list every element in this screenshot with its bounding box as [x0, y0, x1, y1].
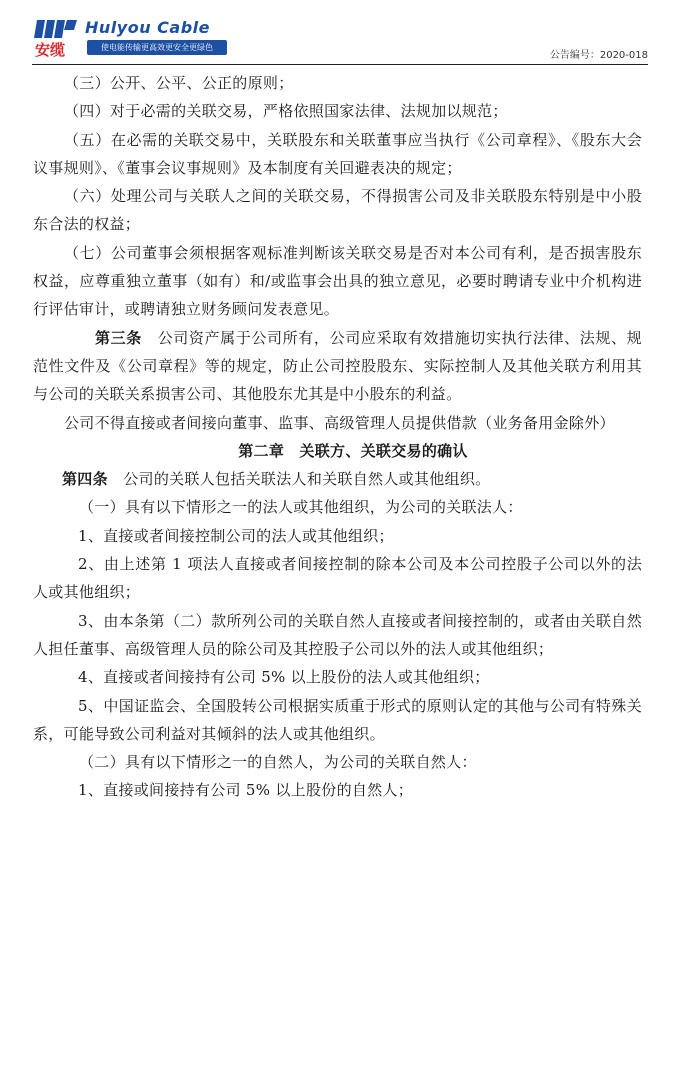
header-divider	[32, 64, 648, 65]
paragraph-item-7: （七）公司董事会须根据客观标准判断该关联交易是否对本公司有利，是否损害股东权益，应尊重独立董事（如有）和/或监事会出具的独立意见，必要时聘请专业中介机构进行评估审计，或聘请独立财务顾问发表意见。	[33, 243, 642, 319]
document-body	[33, 69, 642, 805]
announcement-number: 公告编号：2020-018	[549, 50, 648, 61]
logo-mark-icon	[33, 18, 81, 58]
article-3-extra: 公司不得直接或者间接向董事、监事、高级管理人员提供借款（业务备用金除外）	[64, 413, 615, 432]
article-4-label: 第四条	[62, 470, 108, 489]
natural-item-1: 1、直接或间接持有公司 5% 以上股份的自然人；	[78, 781, 414, 800]
legal-item-1: 1、直接或者间接控制公司的法人或其他组织；	[78, 526, 394, 545]
paragraph-item-4: （四）对于必需的关联交易，严格依照国家法律、法规加以规范；	[64, 102, 508, 121]
paragraph-item-6: （六）处理公司与关联人之间的关联交易，不得损害公司及非关联股东特别是中小股东合法的权益；	[33, 187, 642, 234]
page-header	[0, 0, 680, 66]
company-logo	[33, 18, 213, 58]
legal-item-2: 2、由上述第 1 项法人直接或者间接控制的除本公司及本公司控股子公司以外的法人或其他组织；	[33, 555, 642, 602]
article-3-text: 公司资产属于公司所有，公司应采取有效措施切实执行法律、法规、规范性文件及《公司章程》等的规定，防止公司控股股东、实际控制人及其他关联方利用其与公司的关联关系损害公司、其他股东尤其是中小股东的利益。	[33, 328, 642, 404]
paragraph-item-3: （三）公开、公平、公正的原则；	[64, 74, 294, 92]
logo-brand-text: Hulyou Cable	[85, 18, 210, 37]
legal-item-4: 4、直接或者间接持有公司 5% 以上股份的法人或其他组织；	[78, 668, 490, 687]
article-3-label: 第三条	[95, 328, 142, 347]
article-4-text: 公司的关联人包括关联法人和关联自然人或其他组织。	[123, 470, 491, 489]
natural-person-heading: （二）具有以下情形之一的自然人，为公司的关联自然人：	[79, 753, 477, 772]
logo-slogan: 使电能传输更高效更安全更绿色	[87, 40, 227, 55]
legal-item-3: 3、由本条第（二）款所列公司的关联自然人直接或者间接控制的，或者由关联自然人担任董事、高级管理人员的除公司及其控股子公司以外的法人或其他组织；	[33, 611, 642, 658]
paragraph-item-5: （五）在必需的关联交易中，关联股东和关联董事应当执行《公司章程》、《股东大会议事规则》、《董事会议事规则》及本制度有关回避表决的规定；	[33, 130, 642, 177]
logo-cn-text: 安缆	[35, 41, 66, 58]
article-4	[62, 465, 642, 493]
article-3	[33, 324, 642, 409]
chapter-2-title: 第二章 关联方、关联交易的确认	[238, 441, 468, 460]
legal-person-heading: （一）具有以下情形之一的法人或其他组织，为公司的关联法人：	[79, 498, 523, 517]
legal-item-5: 5、中国证监会、全国股转公司根据实质重于形式的原则认定的其他与公司有特殊关系，可能导致公司利益对其倾斜的法人或其他组织。	[33, 696, 642, 743]
